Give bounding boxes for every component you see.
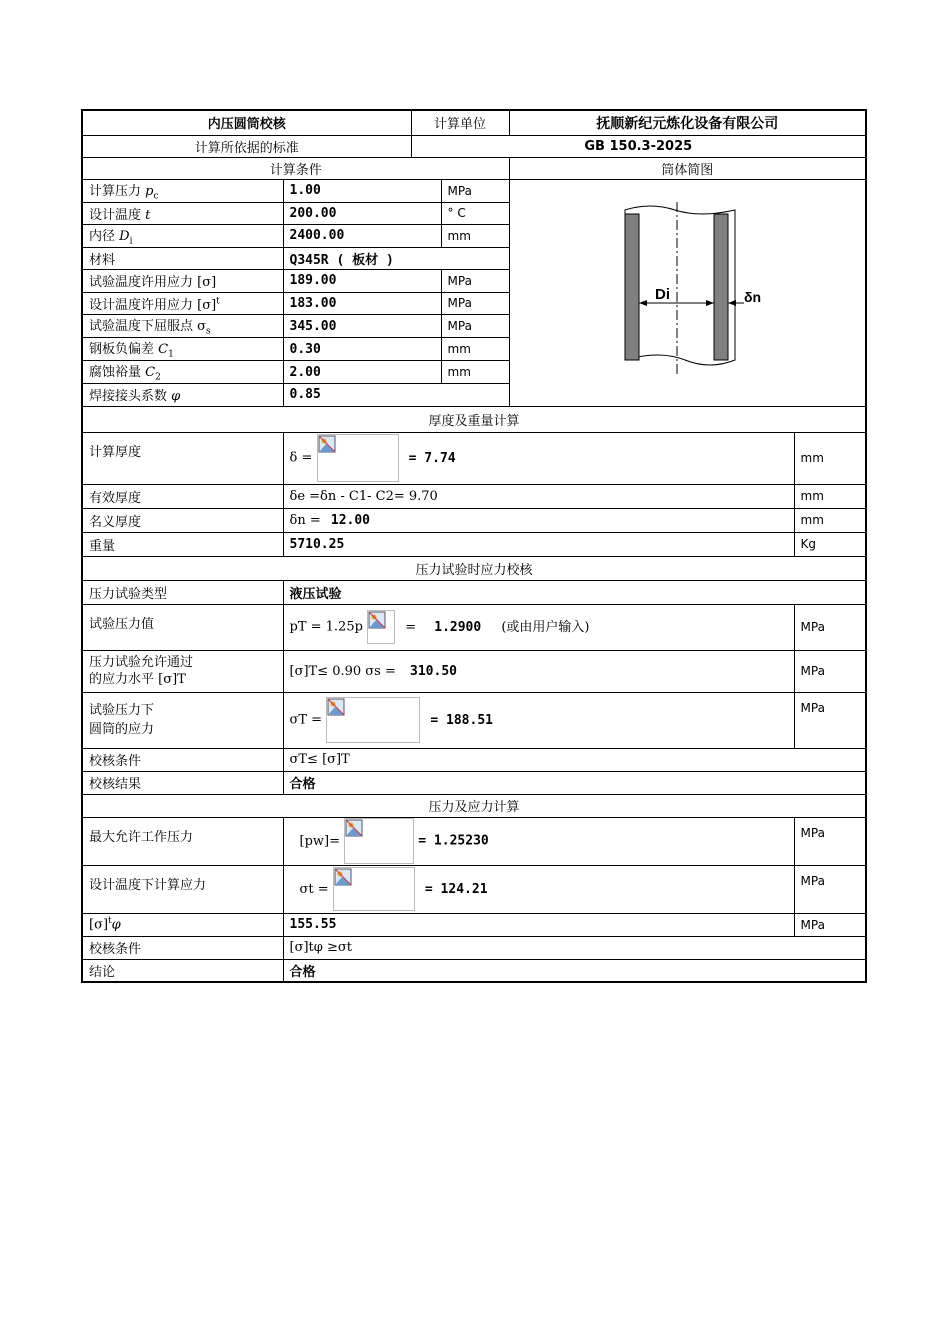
nom-thickness-prefix: δn =: [289, 512, 321, 528]
cond-label-c1: 钢板负偏差 $C_1$: [82, 338, 283, 361]
standard-value: GB 150.3-2025: [411, 135, 866, 157]
calc-thickness-formula: [283, 432, 794, 484]
company-name: 抚顺新纪元炼化设备有限公司: [509, 110, 866, 135]
calculation-sheet: [81, 109, 865, 983]
cond-label-pressure: 计算压力 $p_c$: [82, 179, 283, 202]
test-pressure-unit: MPa: [794, 604, 866, 650]
allow-stress-label-line1: 压力试验允许通过: [89, 655, 194, 670]
test-result-value: 合格: [283, 771, 866, 794]
weight-label: 重量: [82, 532, 283, 556]
nom-thickness-cell: [283, 508, 794, 532]
calc-table: [81, 109, 867, 983]
allow-stress-label-line2: 的应力水平 [σ]T: [89, 672, 186, 687]
weight-value: 5710.25: [283, 532, 794, 556]
weight-unit: Kg: [794, 532, 866, 556]
maxp-label: 最大允许工作压力: [82, 817, 283, 865]
cond-value-diameter: 2400.00: [283, 224, 441, 247]
broken-image-icon: [318, 435, 336, 453]
test-stress-label-line1: 试验压力下: [89, 703, 155, 718]
cond-label-material: 材料: [82, 247, 283, 269]
allow-phi-unit: MPa: [794, 913, 866, 936]
eff-thickness-unit: mm: [794, 484, 866, 508]
nom-thickness-unit: mm: [794, 508, 866, 532]
test-pressure-value: 1.2900: [434, 619, 482, 635]
diagram-label-di: Di: [654, 285, 670, 303]
cond-value-design-allow: 183.00: [283, 292, 441, 314]
cond-label-design-allow: 设计温度许用应力 $[\sigma]^t$: [82, 292, 283, 314]
cond-unit-design-allow: MPa: [441, 292, 509, 314]
cond-value-c2: 2.00: [283, 361, 441, 384]
formula-image: [333, 867, 415, 911]
sheet-title: 内压圆筒校核: [82, 110, 411, 135]
stress-section-title: 压力及应力计算: [82, 794, 866, 817]
cond-label-diameter: 内径 $D_i$: [82, 224, 283, 247]
design-stress-label: 设计温度下计算应力: [82, 865, 283, 913]
nom-thickness-value: 12.00: [330, 512, 371, 528]
cond-value-temp: 200.00: [283, 202, 441, 224]
test-pressure-eq: =: [405, 619, 417, 635]
test-stress-formula: [283, 692, 794, 748]
unit-label: 计算单位: [411, 110, 509, 135]
conclusion-value: 合格: [283, 959, 866, 982]
test-type-value: 液压试验: [283, 580, 866, 604]
conclusion-label: 结论: [82, 959, 283, 982]
broken-image-icon: [368, 611, 386, 629]
test-stress-prefix: σT =: [289, 712, 323, 728]
cond-value-pressure: 1.00: [283, 179, 441, 202]
cond-unit-c1: mm: [441, 338, 509, 361]
cond-label-c2: 腐蚀裕量 $C_2$: [82, 361, 283, 384]
test-pressure-formula: [283, 604, 794, 650]
cond-value-c1: 0.30: [283, 338, 441, 361]
test-stress-value: = 188.51: [430, 712, 493, 728]
calc-thickness-result: = 7.74: [408, 450, 456, 466]
cond-unit-temp: ° C: [441, 202, 509, 224]
test-result-label: 校核结果: [82, 771, 283, 794]
broken-image-icon: [334, 868, 352, 886]
cond-value-test-allow: 189.00: [283, 270, 441, 292]
cond-value-yield: 345.00: [283, 315, 441, 338]
allow-phi-label: $[\sigma]^t\varphi$: [82, 913, 283, 936]
diagram-title: 筒体简图: [509, 157, 866, 179]
test-pressure-prefix: pT = 1.25p: [289, 619, 363, 635]
test-type-label: 压力试验类型: [82, 580, 283, 604]
stress-cond-value: [σ]tφ ≥σt: [283, 936, 866, 959]
test-cond-label: 校核条件: [82, 748, 283, 771]
test-stress-unit: MPa: [794, 692, 866, 748]
thickness-section-title: 厚度及重量计算: [82, 406, 866, 432]
broken-image-icon: [345, 819, 363, 837]
broken-image-icon: [327, 698, 345, 716]
eff-thickness-label: 有效厚度: [82, 484, 283, 508]
test-stress-label: [82, 692, 283, 748]
maxp-prefix: [pw]=: [299, 833, 340, 849]
allow-stress-unit: MPa: [794, 650, 866, 692]
formula-image: [367, 610, 395, 644]
pressure-test-section-title: 压力试验时应力校核: [82, 556, 866, 580]
nom-thickness-label: 名义厚度: [82, 508, 283, 532]
formula-image: [317, 434, 399, 482]
cond-label-temp: 设计温度 t: [82, 202, 283, 224]
allow-phi-value: 155.55: [283, 913, 794, 936]
cond-label-phi: 焊接接头系数 φ: [82, 384, 283, 406]
diagram-label-dn: δn: [743, 288, 761, 305]
calc-thickness-label: 计算厚度: [82, 432, 283, 484]
maxp-value: = 1.25230: [418, 833, 489, 849]
design-stress-unit: MPa: [794, 865, 866, 913]
allow-stress-formula-cell: [283, 650, 794, 692]
formula-image: [326, 697, 420, 743]
cond-label-yield: 试验温度下屈服点 $\sigma_s$: [82, 315, 283, 338]
test-stress-label-line2: 圆筒的应力: [89, 722, 155, 737]
maxp-unit: MPa: [794, 817, 866, 865]
eff-thickness-formula: δe =δn - C1- C2= 9.70: [283, 484, 794, 508]
allow-stress-value: 310.50: [410, 663, 457, 679]
calc-thickness-unit: mm: [794, 432, 866, 484]
standard-label: 计算所依据的标准: [82, 135, 411, 157]
shell-diagram-cell: [509, 179, 866, 406]
calc-thickness-prefix: δ =: [289, 450, 313, 466]
conditions-title: 计算条件: [82, 157, 509, 179]
cond-unit-yield: MPa: [441, 315, 509, 338]
cond-unit-c2: mm: [441, 361, 509, 384]
cond-unit-test-allow: MPa: [441, 270, 509, 292]
cond-unit-diameter: mm: [441, 224, 509, 247]
allow-stress-label: [82, 650, 283, 692]
design-stress-formula: [283, 865, 794, 913]
test-pressure-note: (或由用户输入): [501, 619, 590, 635]
maxp-formula: [283, 817, 794, 865]
stress-cond-label: 校核条件: [82, 936, 283, 959]
shell-sketch: [625, 202, 744, 376]
cond-unit-pressure: MPa: [441, 179, 509, 202]
design-stress-value: = 124.21: [424, 881, 488, 897]
cond-value-phi: 0.85: [283, 384, 509, 406]
formula-image: [344, 818, 414, 864]
test-cond-value: σT≤ [σ]T: [283, 748, 866, 771]
allow-stress-formula: [σ]T≤ 0.90 σs =: [289, 663, 396, 679]
cond-value-material: Q345R ( 板材 ): [283, 247, 509, 269]
test-pressure-label: 试验压力值: [82, 604, 283, 650]
design-stress-prefix: σt =: [299, 881, 329, 897]
shell-diagram: [510, 180, 866, 402]
cond-label-test-allow: 试验温度许用应力 [σ]: [82, 270, 283, 292]
